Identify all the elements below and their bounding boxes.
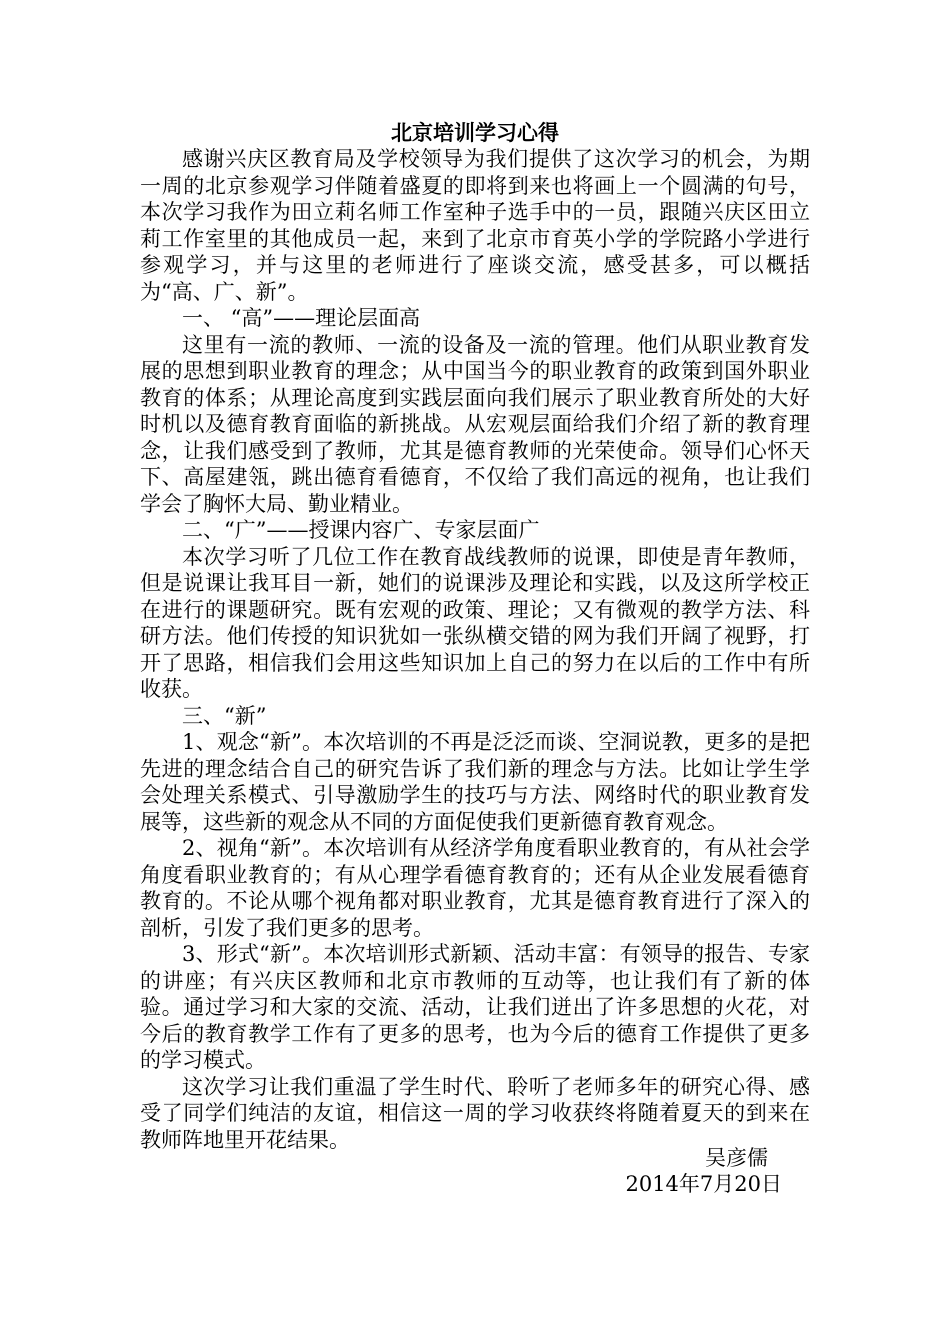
paragraph-conclusion: 这次学习让我们重温了学生时代、聆听了老师多年的研究心得、感受了同学们纯洁的友谊，相信这一周的学习收获终将随着夏天的到来在教师阵地里开花结果。 — [140, 1074, 810, 1152]
paragraph-guang: 本次学习听了几位工作在教育战线教师的说课，即使是青年教师，但是说课让我耳目一新，她们的说课涉及理论和实践，以及这所学校正在进行的课题研究。既有宏观的政策、理论；又有微观的教学方法、科研方法。他们传授的知识犹如一张纵横交错的网为我们开阔了视野，打开了思路，相信我们会用这些知识加上自己的努力在以后的工作中有所收获。 — [140, 544, 810, 701]
author-name: 吴彦儒 — [705, 1146, 768, 1170]
document-body — [140, 120, 810, 1153]
paragraph-xin-concept: 1、观念“新”。本次培训的不再是泛泛而谈、空洞说教，更多的是把先进的理念结合自己的研究告诉了我们新的理念与方法。比如让学生学会处理关系模式、引导激励学生的技巧与方法、网络时代的职业教育发展等，这些新的观念从不同的方面促使我们更新德育教育观念。 — [140, 730, 810, 834]
paragraph-intro: 感谢兴庆区教育局及学校领导为我们提供了这次学习的机会，为期一周的北京参观学习伴随着盛夏的即将到来也将画上一个圆满的句号，本次学习我作为田立莉名师工作室种子选手中的一员，跟随兴庆区田立莉工作室里的其他成员一起，来到了北京市育英小学的学院路小学进行参观学习，并与这里的老师进行了座谈交流，感受甚多，可以概括为“高、广、新”。 — [140, 147, 810, 304]
section-heading-guang: 二、“广”——授课内容广、专家层面广 — [182, 518, 540, 542]
section-heading-xin: 三、“新” — [182, 703, 267, 728]
document-title: 北京培训学习心得 — [391, 120, 559, 145]
paragraph-xin-perspective: 2、视角“新”。本次培训有从经济学角度看职业教育的，有从社会学角度看职业教育的；有从心理学看德育教育的；还有从企业发展看德育教育的。不论从哪个视角都对职业教育，尤其是德育教育进行了深入的剖析，引发了我们更多的思考。 — [140, 836, 810, 940]
paragraph-xin-format: 3、形式“新”。本次培训形式新颖、活动丰富：有领导的报告、专家的讲座；有兴庆区教师和北京市教师的互动等，也让我们有了新的体验。通过学习和大家的交流、活动，让我们迸出了许多思想的火花，对今后的教育教学工作有了更多的思考，也为今后的德育工作提供了更多的学习模式。 — [140, 942, 810, 1072]
document-date: 2014年7月20日 — [625, 1172, 782, 1196]
signature-block — [140, 1145, 810, 1197]
section-heading-gao: 一、 “高”——理论层面高 — [182, 306, 421, 330]
paragraph-gao: 这里有一流的教师、一流的设备及一流的管理。他们从职业教育发展的思想到职业教育的理念；从中国当今的职业教育的政策到国外职业教育的体系；从理论高度到实践层面向我们展示了职业教育所处的大好时机以及德育教育面临的新挑战。从宏观层面给我们介绍了新的教育理念，让我们感受到了教师，尤其是德育教师的光荣使命。领导们心怀天下、高屋建瓴，跳出德育看德育，不仅给了我们高远的视角，也让我们学会了胸怀大局、勤业精业。 — [140, 332, 810, 516]
